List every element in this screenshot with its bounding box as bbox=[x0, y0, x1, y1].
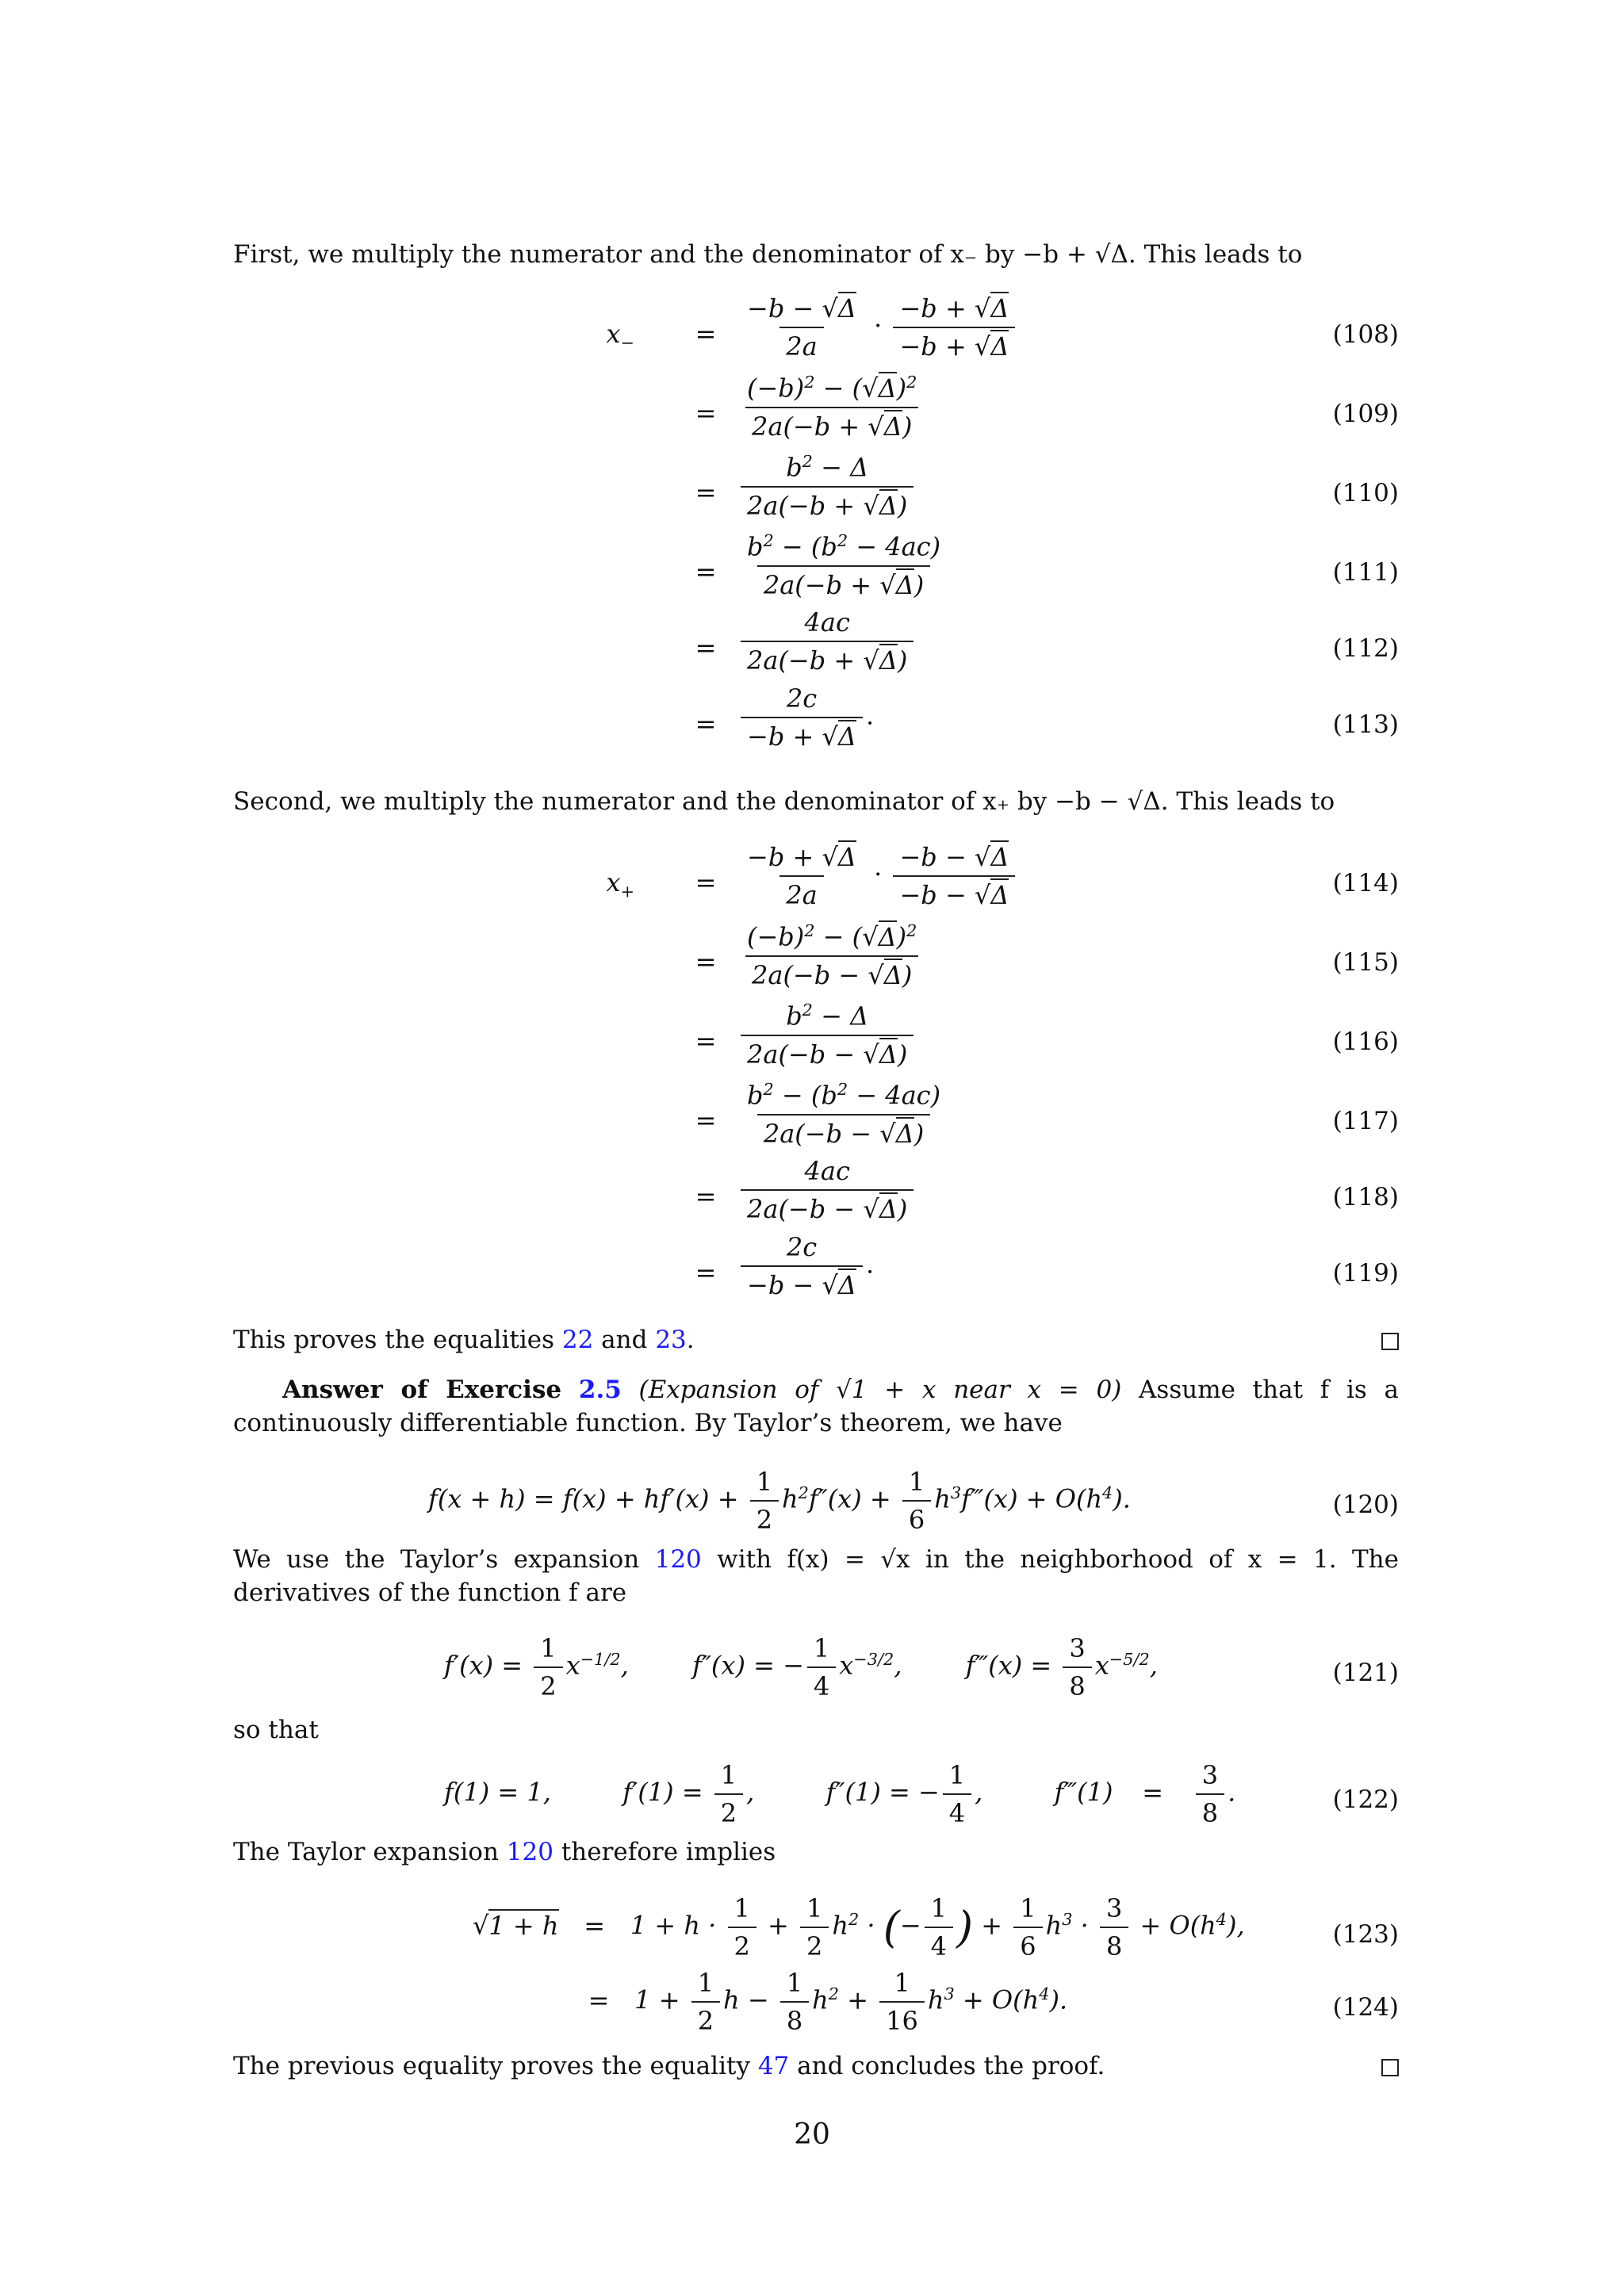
equation-number: (114) bbox=[1332, 869, 1399, 897]
equation-115: $\frac{(-b)^2 - (√\Delta)^2}{2a(-b - √\Delta)}$ bbox=[747, 921, 917, 990]
equals-sign: = bbox=[695, 398, 717, 428]
equation-number: (118) bbox=[1332, 1183, 1399, 1211]
paragraph-concludes bbox=[233, 2050, 1399, 2082]
paragraph-text: First, we multiply the numerator and the denominator of x₋ by −b + √Δ. This leads to bbox=[233, 240, 1303, 269]
equals-sign: = bbox=[695, 1257, 717, 1288]
paragraph-text: therefore implies bbox=[561, 1838, 776, 1866]
equals-sign: = bbox=[695, 557, 717, 587]
paragraph-derivatives bbox=[233, 1543, 1399, 1609]
equation-number: (112) bbox=[1332, 634, 1399, 663]
equals-sign: = bbox=[695, 1105, 717, 1135]
equation-link-120b[interactable]: 120 bbox=[506, 1838, 553, 1866]
equals-sign: = bbox=[695, 947, 717, 977]
equals-sign: = bbox=[695, 867, 717, 897]
equation-number: (109) bbox=[1332, 400, 1399, 428]
equation-118: $\frac{4ac}{2a(-b - √\Delta)}$ bbox=[737, 1156, 917, 1224]
equation-link-120[interactable]: 120 bbox=[654, 1545, 702, 1574]
equation-122: f(1) = 1, f′(1) = $\frac{1}{2}$ , f″(1) = − $\frac{1}{4}$ , f‴(1) = $\frac{3}{8}$ . bbox=[444, 1760, 1236, 1828]
equals-sign: = bbox=[695, 709, 717, 739]
lhs-x-minus: $x_-$ bbox=[606, 319, 634, 353]
equation-109: $\frac{(-b)^2 - (√\Delta)^2}{2a(-b + √\Delta)}$ bbox=[747, 373, 917, 442]
exercise-link[interactable]: 2.5 bbox=[578, 1376, 622, 1404]
equation-number: (121) bbox=[1332, 1659, 1399, 1687]
equals-sign: = bbox=[695, 477, 717, 507]
equation-number: (117) bbox=[1332, 1107, 1399, 1135]
equals-sign: = bbox=[695, 1026, 717, 1056]
paragraph-text: and bbox=[601, 1326, 648, 1354]
equation-117: $\frac{b^2 - (b^2 - 4ac)}{2a(-b - √\Delta)}$ bbox=[747, 1080, 941, 1149]
equation-number: (111) bbox=[1332, 558, 1399, 587]
equation-108: $\frac{-b - √\Delta}{2a}$ · $\frac{-b + √\Delta}{-b + √\Delta}$ bbox=[737, 293, 1018, 362]
equals-sign: = bbox=[695, 319, 717, 349]
paragraph-so-that bbox=[233, 1714, 1399, 1746]
paragraph-text: Assume that f is a continuously differentiable function. By Taylor’s theorem, we have bbox=[233, 1376, 1399, 1437]
equation-number: (113) bbox=[1332, 710, 1399, 739]
paragraph-proves: This proves the equalities 22 and 23. bbox=[233, 1324, 1399, 1356]
page-number: 20 bbox=[794, 2118, 830, 2151]
equation-number: (116) bbox=[1332, 1027, 1399, 1056]
equation-112: $\frac{4ac}{2a(-b + √\Delta)}$ bbox=[737, 607, 917, 675]
equation-124: = 1 + $\frac{1}{2}$ h − $\frac{1}{8}$ $h^2$ + $\frac{1}{16}$ $h^3 + O(h^4)$. bbox=[588, 1968, 1068, 2036]
equation-number: (122) bbox=[1332, 1785, 1399, 1814]
equation-114: $\frac{-b + √\Delta}{2a}$ · $\frac{-b - √\Delta}{-b - √\Delta}$ bbox=[737, 842, 1018, 910]
equation-number: (110) bbox=[1332, 479, 1399, 507]
paragraph-text: Second, we multiply the numerator and the denominator of x₊ by −b − √Δ. This leads to bbox=[233, 787, 1335, 816]
paragraph-intro-plus bbox=[233, 785, 1399, 818]
equation-119: $\frac{2c}{-b - √\Delta}$ . bbox=[737, 1232, 874, 1300]
equals-sign: = bbox=[695, 1181, 717, 1211]
equation-123: √1 + h = 1 + h · $\frac{1}{2}$ + $\frac{1}{2}$ $h^2$ · (− $\frac{1}{4}$ ) + $\frac{1}{6}$ $h^3$ · $\frac{3}{8}$ + $O(h^4)$, bbox=[473, 1893, 1245, 1961]
equals-sign: = bbox=[695, 633, 717, 663]
equation-113: $\frac{2c}{-b + √\Delta}$ . bbox=[737, 683, 874, 752]
equation-number: (120) bbox=[1332, 1490, 1399, 1519]
paragraph-text: so that bbox=[233, 1716, 319, 1744]
equation-120: f(x + h) = f(x) + hf′(x) + $\frac{1}{2}$ $h^2f''(x)$ + $\frac{1}{6}$ $h^3f‴(x) + O(h^4)$. bbox=[428, 1467, 1131, 1535]
answer-heading: Answer of Exercise bbox=[282, 1376, 562, 1404]
paragraph-text: This proves the equalities bbox=[233, 1326, 554, 1354]
equation-link-22[interactable]: 22 bbox=[561, 1326, 594, 1354]
equation-number: (123) bbox=[1332, 1920, 1399, 1949]
equation-number: (124) bbox=[1332, 1993, 1399, 2022]
equation-110: $\frac{b^2 - \Delta}{2a(-b + √\Delta)}$ bbox=[737, 452, 917, 521]
paragraph-answer bbox=[233, 1373, 1399, 1440]
equation-111: $\frac{b^2 - (b^2 - 4ac)}{2a(-b + √\Delta)}$ bbox=[747, 531, 941, 600]
paragraph-taylor-implies bbox=[233, 1836, 1399, 1868]
answer-subtitle: (Expansion of √1 + x near x = 0) bbox=[638, 1376, 1122, 1404]
paragraph-text: The Taylor expansion bbox=[233, 1838, 499, 1866]
equation-number: (108) bbox=[1332, 320, 1399, 349]
paragraph-text: and concludes the proof. bbox=[797, 2052, 1105, 2080]
paragraph-intro-minus bbox=[233, 238, 1399, 271]
paragraph-text: We use the Taylor’s expansion bbox=[233, 1545, 640, 1574]
equation-link-47[interactable]: 47 bbox=[757, 2052, 790, 2080]
equation-121: f′(x) = $\frac{1}{2}$ $x^{-1/2}$, f″(x) = − $\frac{1}{4}$ $x^{-3/2}$, f‴(x) = $\frac{3}{8}$ $x^{-5/2}$, bbox=[444, 1633, 1158, 1701]
qed-square-icon bbox=[1381, 2059, 1399, 2076]
paragraph-text: The previous equality proves the equality bbox=[233, 2052, 750, 2080]
paragraph-text: with f(x) = √x in the neighborhood of x = 1. The derivatives of the function f are bbox=[233, 1545, 1399, 1607]
equation-link-23[interactable]: 23 bbox=[655, 1326, 687, 1354]
qed-square-icon bbox=[1381, 1333, 1399, 1350]
equation-number: (119) bbox=[1332, 1259, 1399, 1288]
equation-number: (115) bbox=[1332, 948, 1399, 977]
lhs-x-plus: $x_+$ bbox=[606, 867, 634, 901]
equation-116: $\frac{b^2 - \Delta}{2a(-b - √\Delta)}$ bbox=[737, 1001, 917, 1070]
